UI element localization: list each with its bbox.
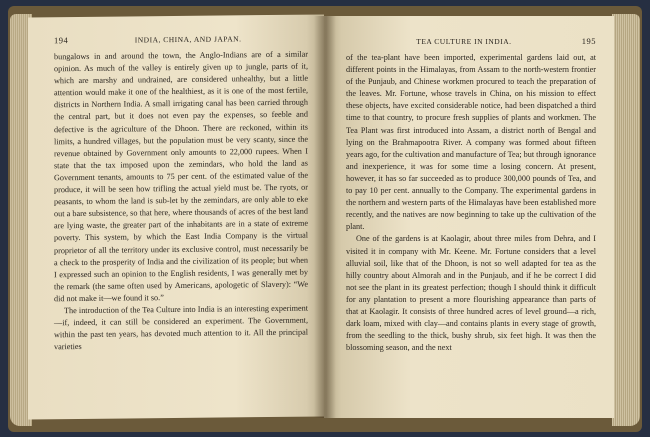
left-paragraph-1: bungalows in and around the town, the Anglo-Indians are of a similar opinion. As much of the valley is entirely given up to jungle, parts of it, which are marshy and undrained, are considered unhealthy, but a little attention would make it one of the healthiest, as it is one of the most fertile, districts in Northern India. A small irrigating canal has been carried through the central part, but it does not even pay the expenses, so feeble and defective is the agriculture of the Dhoon. There are reckoned, within its limits, a hundred villages, but the population must be very scanty, since the revenue obtained by Government only amounts to 22,000 rupees. When I state that the tax imposed upon the zemindars, who hold the land as Government tenants, amounts to 75 per cent. of the estimated value of the produce, it will be seen how trifling the actual yield must be. The ryots, or peasants, to whom the land is sub-let by the zemindars, are only able to eke out a bare subsistence, so that here, where thousands of acres of the best land are lying waste, the greater part of the inhabitants are in a state of extreme poverty. This system, by which the East India Company is the virtual proprietor of all the territory under its exclusive control, must necessarily be a check to the prosperity of India and the civilization of its people; but when I expressed such an opinion to the English residents, I was generally met by the remark (the same often used by Americans, apologetic of Slavery): “We did not make it—we found it so.” [54, 49, 308, 304]
right-page-text [346, 52, 596, 354]
left-paragraph-2: The introduction of the Tea Culture into India is an interesting experiment—if, indeed, it can still be considered an experiment. The Government, within the past ten years, has devoted much attention to it. All the principal varieties [54, 303, 308, 352]
right-paragraph-2: One of the gardens is at Kaolagir, about three miles from Dehra, and I visited it in company with Mr. Keene. Mr. Fortune considers that a level alluvial soil, like that of the Dhoon, is not so well adapted for tea as the hilly country about Almorah and in the Punjaub, and if he be correct I did not see the plant in its greatest perfection; though I should think it difficult for any plantation to present a more flourishing appearance than parts of that at Kaolagir. It consists of three hundred acres of level ground—a rich, dark loam, mixed with clay—and contains plants in every stage of growth, from the seedling to the thick, bushy shrub, six feet high. It was then the blossoming season, and the next [346, 234, 596, 353]
right-page-number: 195 [581, 36, 596, 46]
right-running-title: TEA CULTURE IN INDIA. [416, 37, 512, 46]
left-page-text [54, 49, 308, 354]
left-running-title: INDIA, CHINA, AND JAPAN. [134, 34, 242, 45]
left-page [28, 14, 324, 419]
right-page [324, 16, 614, 418]
left-page-number: 194 [54, 35, 69, 46]
right-paragraph-1: of the tea-plant have been imported, experimental gardens laid out, at different points in the Himalayas, from Assam to the north-western frontier of the Punjaub, and Chinese workmen procured to teach the preparation of the leaves. Mr. Fortune, whose travels in China, on his mission to effect these objects, have excited considerable notice, had been dispatched a third time to that country, to procure fresh supplies of plants and workmen. The Tea Plant was first introduced into Assam, a district north of Bengal and lying on the Brahmapootra River. A company was formed about fifteen years ago, for the cultivation and manufacture of Tea; but through ignorance and inexperience, it was for some time a losing concern. At present, however, it has so far succeeded as to produce 300,000 pounds of Tea, and to pay 10 per cent. annually to the Company. The experimental gardens in the northern and western parts of the Himalayas have been established more recently, and the natives are now beginning to take up the cultivation of the plant. [346, 53, 596, 232]
book-gutter [314, 16, 336, 418]
right-page-edges [612, 14, 640, 426]
right-running-head [346, 36, 596, 46]
left-running-head [54, 33, 308, 46]
